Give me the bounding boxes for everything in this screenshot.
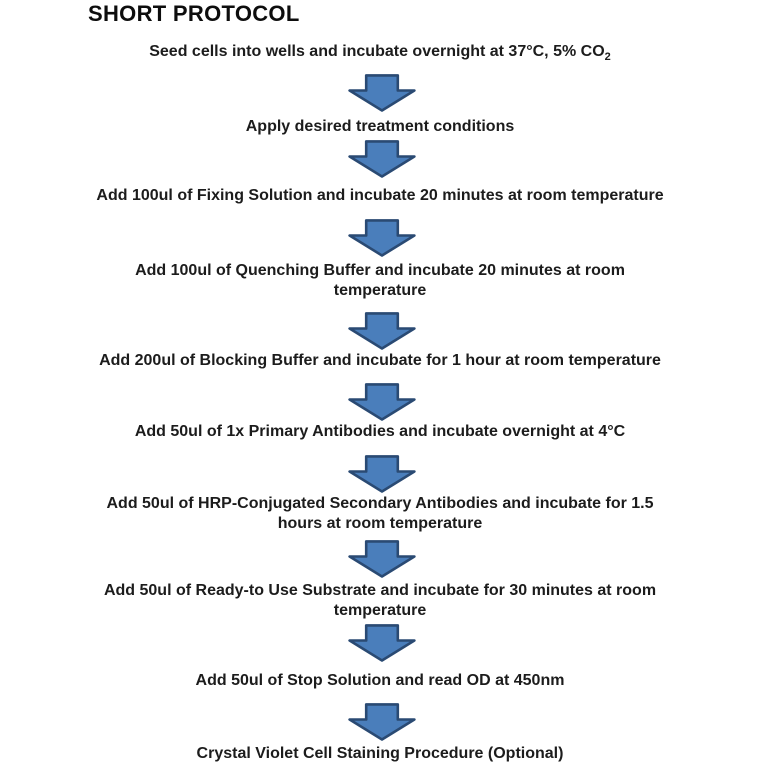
step-text: temperature	[333, 602, 427, 619]
down-arrow-icon	[347, 540, 417, 578]
step-apply-treatment	[20, 117, 740, 137]
down-arrow-icon	[347, 312, 417, 350]
step-substrate	[20, 581, 740, 621]
step-seed-cells	[20, 42, 740, 62]
step-text: hours at room temperature	[277, 515, 483, 532]
down-arrow-icon	[347, 219, 417, 257]
step-text: temperature	[333, 282, 427, 299]
step-blocking-buffer	[20, 351, 740, 371]
down-arrow-icon	[347, 624, 417, 662]
step-primary-antibodies	[20, 422, 740, 442]
step-fixing-solution	[20, 186, 740, 206]
step-text: Seed cells into wells and incubate overnight at 37°C, 5% CO	[149, 43, 605, 60]
step-text: Add 50ul of Stop Solution and read OD at 450nm	[195, 672, 565, 689]
step-quenching-buffer	[20, 261, 740, 301]
step-text: Add 100ul of Quenching Buffer and incubate 20 minutes at room	[135, 262, 625, 279]
down-arrow-icon	[347, 383, 417, 421]
co2-subscript: 2	[604, 51, 611, 64]
step-text: Add 200ul of Blocking Buffer and incubate for 1 hour at room temperature	[99, 352, 661, 369]
page-title: SHORT PROTOCOL	[88, 1, 300, 26]
step-secondary-antibodies	[20, 494, 740, 534]
step-text: Apply desired treatment conditions	[245, 118, 515, 135]
down-arrow-icon	[347, 703, 417, 741]
step-text: Add 50ul of HRP-Conjugated Secondary Antibodies and incubate for 1.5	[106, 495, 654, 512]
step-stop-solution	[20, 671, 740, 691]
down-arrow-icon	[347, 455, 417, 493]
step-text: Add 100ul of Fixing Solution and incubate 20 minutes at room temperature	[96, 187, 664, 204]
step-text: Add 50ul of 1x Primary Antibodies and incubate overnight at 4°C	[134, 423, 626, 440]
step-crystal-violet	[20, 744, 740, 764]
down-arrow-icon	[347, 140, 417, 178]
step-text: Crystal Violet Cell Staining Procedure (Optional)	[196, 745, 564, 762]
down-arrow-icon	[347, 74, 417, 112]
step-text: Add 50ul of Ready-to Use Substrate and incubate for 30 minutes at room	[103, 582, 657, 599]
